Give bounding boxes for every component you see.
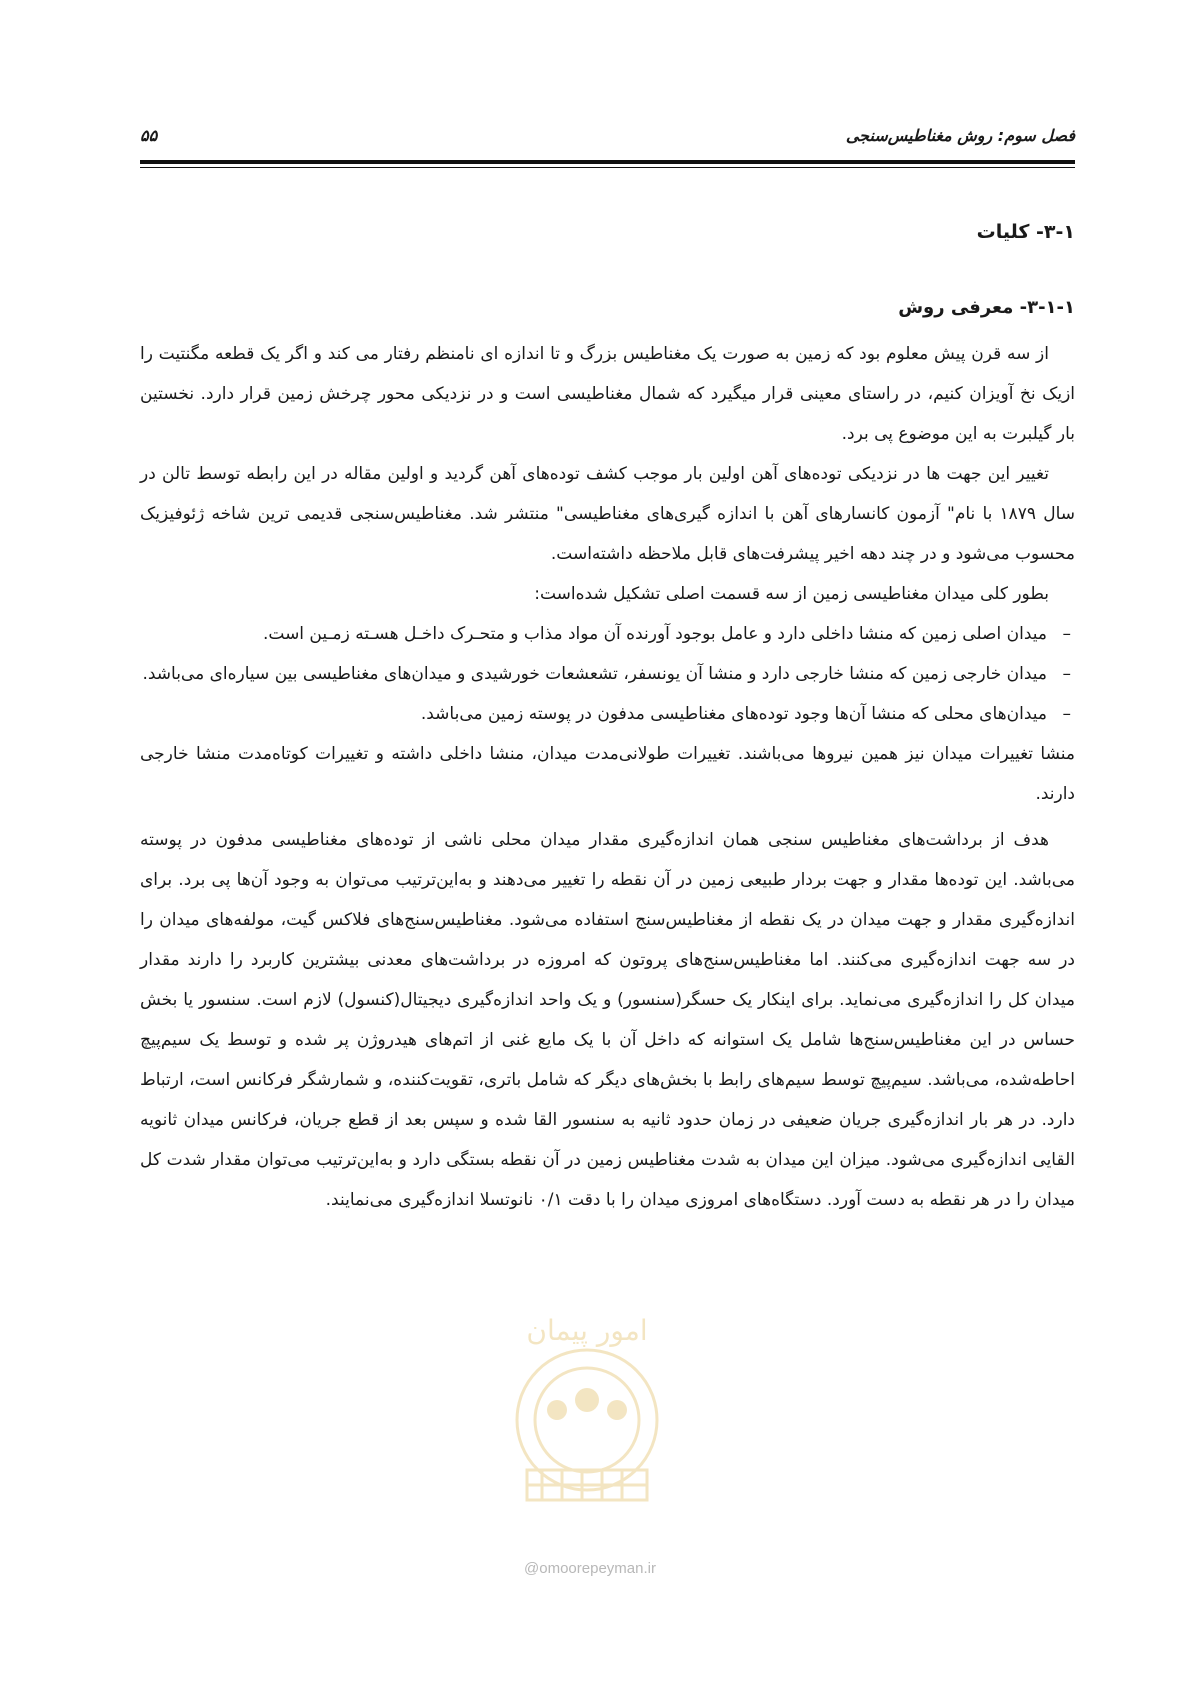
list-item-text: میدان خارجی زمین که منشا خارجی دارد و منشا آن یونسفر، تشعشعات خورشیدی و میدان‌های مغناطیسی بین سیاره‌ای می‌باشد. [142,664,1047,684]
watermark-url: @omoorepeyman.ir [524,1560,656,1577]
bullet-dash: – [1062,704,1071,724]
watermark-logo [487,1300,687,1540]
subsection-heading: ۳-۱-۱- معرفی روش [898,297,1075,318]
field-components-list [140,614,1075,734]
paragraph-survey-purpose: هدف از برداشت‌های مغناطیس سنجی همان اندازه‌گیری مقدار میدان محلی ناشی از توده‌های مغناطیسی مدفون در پوسته می‌باشد. این توده‌ها مقدار و جهت بردار طبیعی زمین در آن نقطه را تغییر می‌دهند و به‌این‌ترتیب می‌توان به وجود آن‌ها پی برد. برای اندازه‌گیری مقدار و جهت میدان در یک نقطه از مغناطیس‌سنج استفاده می‌شود. مغناطیس‌سنج‌های فلاکس گیت، مولفه‌های میدان را در سه جهت اندازه‌گیری می‌کنند. اما مغناطیس‌سنج‌های پروتون که امروزه در برداشت‌های معدنی بیشترین کاربرد را دارند مقدار میدان کل را اندازه‌گیری می‌نماید. برای اینکار یک حسگر(سنسور) و یک واحد اندازه‌گیری دیجیتال(کنسول) لازم است. سنسور یا بخش حساس در این مغناطیس‌سنج‌ها شامل یک استوانه که داخل آن با یک مایع غنی از اتم‌های هیدروژن پر شده و توسط یک سیم‌پیچ احاطه‌شده، می‌باشد. سیم‌پیچ توسط سیم‌های رابط با بخش‌های دیگر که شامل باتری، تقویت‌کننده، و شمارشگر فرکانس است، ارتباط دارد. در هر بار اندازه‌گیری جریان ضعیفی در زمان حدود ثانیه به سنسور القا شده و سپس بعد از قطع جریان، فرکانس میدان ثانویه القایی اندازه‌گیری می‌شود. میزان این میدان به شدت مغناطیس زمین در آن نقطه بستگی دارد و به‌این‌ترتیب می‌توان مقدار شدت کل میدان را در هر نقطه به دست آورد. دستگاه‌های امروزی میدان را با دقت ۰/۱ نانوتسلا اندازه‌گیری می‌نمایند. [140,830,1075,1210]
paragraph-intro: از سه قرن پیش معلوم بود که زمین به صورت یک مغناطیس بزرگ و تا اندازه ای نامنظم رفتار می کند و اگر یک قطعه مگنتیت را ازیک نخ آویزان کنیم، در راستای معینی قرار میگیرد که شمال مغناطیسی است و در نزدیکی محور چرخش زمین قرار دارد. نخستین بار گیلبرت به این موضوع پی برد. [140,344,1075,444]
list-item-text: میدان‌های محلی که منشا آن‌ها وجود توده‌های مغناطیسی مدفون در پوسته زمین می‌باشد. [420,704,1047,724]
list-item-text: میدان اصلی زمین که منشا داخلی دارد و عامل بوجود آورنده آن مواد مذاب و متحـرک داخـل هسـته زمـین است. [262,624,1047,644]
watermark-logo-text: امور پیمان [526,1314,648,1347]
body-content [140,212,1075,1220]
paragraph-history: تغییر این جهت ها در نزدیکی توده‌های آهن اولین بار موجب کشف توده‌های آهن گردید و اولین مقاله در این رابطه توسط تالن در سال ۱۸۷۹ با نام" آزمون کانسارهای آهن با اندازه گیری‌های مغناطیسی" منتشر شد. مغناطیس‌سنجی قدیمی ترین شاخه ژئوفیزیک محسوب می‌شود و در چند دهه اخیر پیشرفت‌های قابل ملاحظه داشته‌است. [140,464,1076,564]
section-heading: ۳-۱- کلیات [976,221,1075,243]
list-item [140,654,1075,694]
bullet-dash: – [1062,624,1071,644]
running-header [140,126,1075,150]
chapter-title: فصل سوم: روش مغناطیس‌سنجی [845,126,1075,145]
paragraph-components-intro: بطور کلی میدان مغناطیسی زمین از سه قسمت اصلی تشکیل شده‌است: [534,584,1049,604]
header-rule-thin [140,167,1075,168]
bullet-dash: – [1062,664,1071,684]
list-item [140,694,1075,734]
page-number: ۵۵ [140,126,158,145]
header-rule-thick [140,160,1075,164]
list-item [140,614,1075,654]
paragraph-variations: منشا تغییرات میدان نیز همین نیروها می‌باشند. تغییرات طولانی‌مدت میدان، منشا داخلی داشته و تغییرات کوتاه‌مدت منشا خارجی دارند. [140,744,1075,804]
